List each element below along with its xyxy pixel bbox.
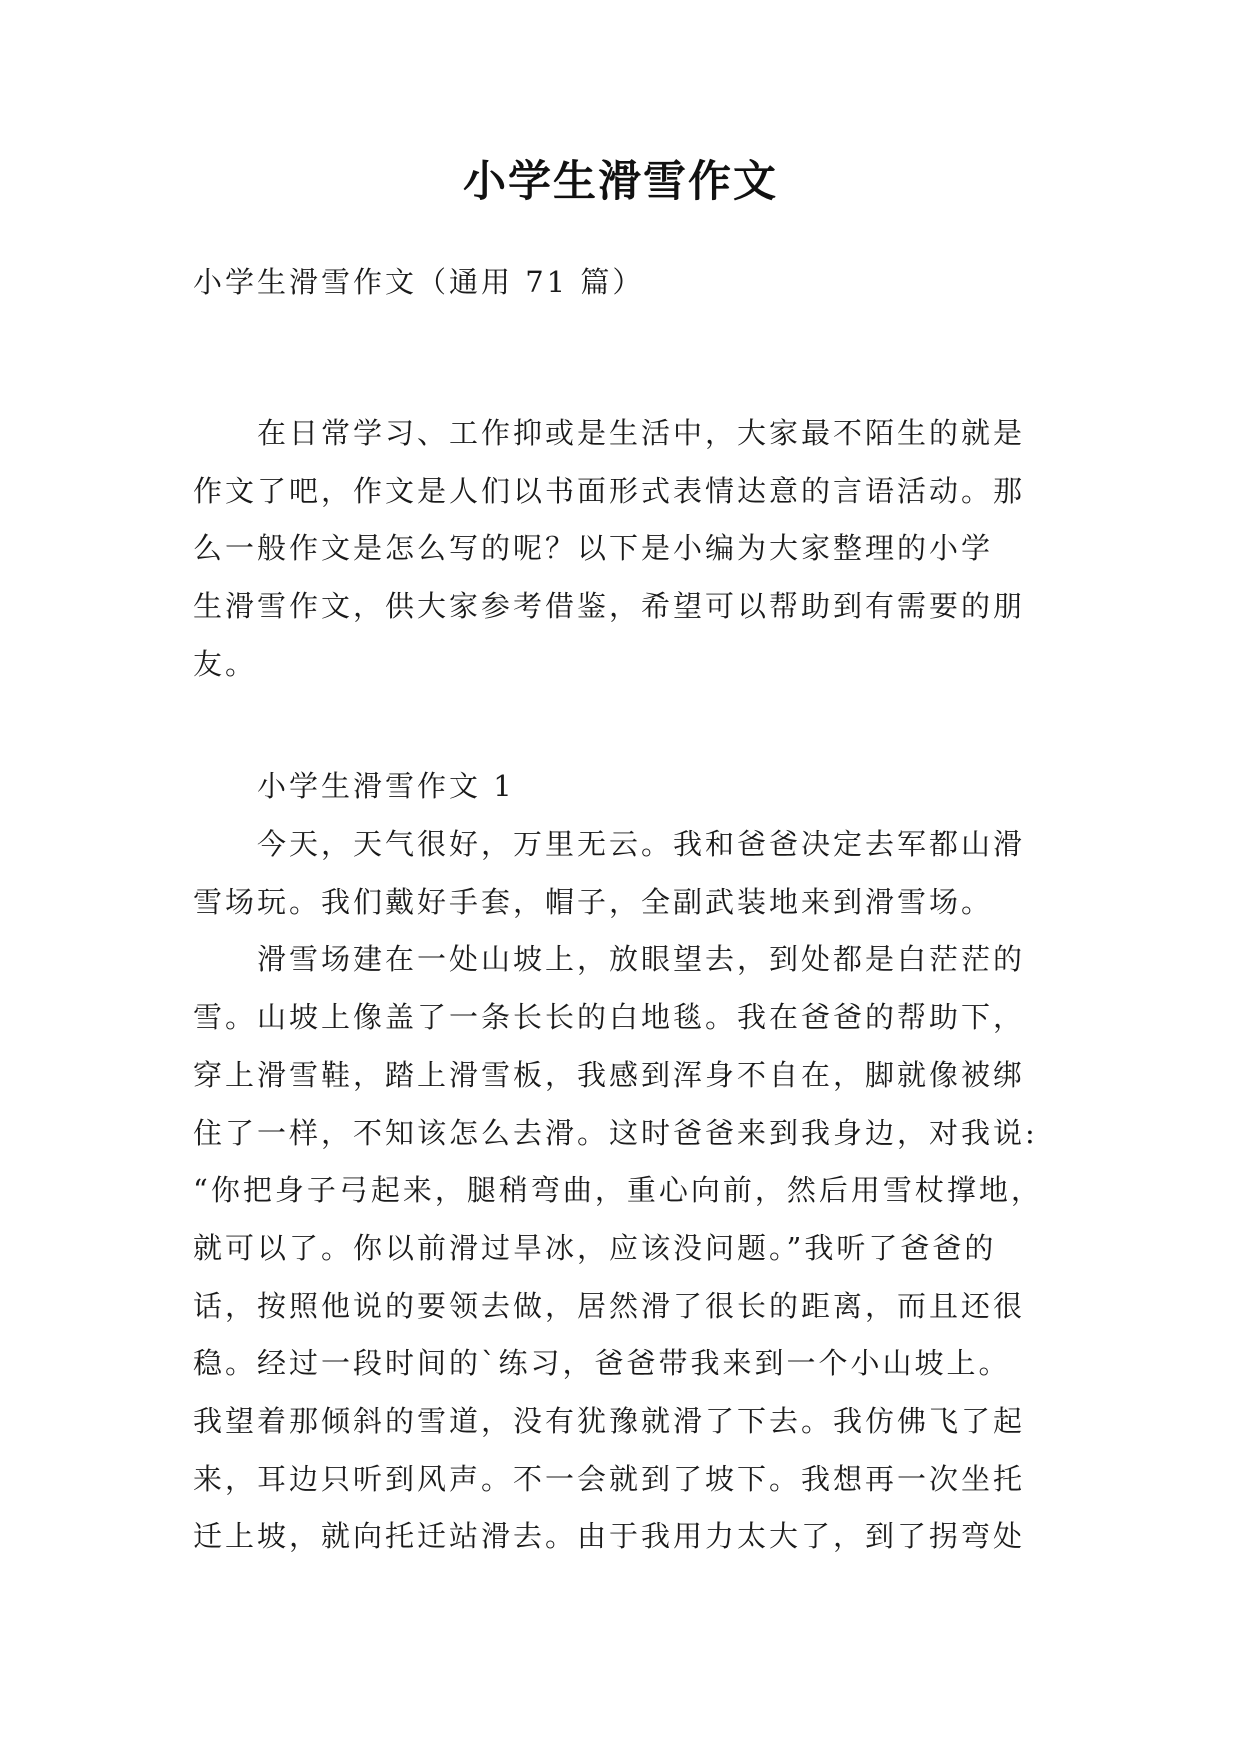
- intro-line: 么一般作文是怎么写的呢？以下是小编为大家整理的小学: [193, 531, 994, 566]
- paragraph-2-line: 话，按照他说的要领去做，居然滑了很长的距离，而且还很: [193, 1288, 1026, 1323]
- intro-line: 在日常学习、工作抑或是生活中，大家最不陌生的就是: [257, 416, 1026, 450]
- section-heading: 小学生滑雪作文 1: [257, 769, 515, 803]
- paragraph-2-line: 就可以了。你以前滑过旱冰，应该没问题。”我听了爸爸的: [193, 1230, 997, 1265]
- paragraph-1-line: 今天，天气很好，万里无云。我和爸爸决定去军都山滑: [257, 827, 1026, 861]
- paragraph-2-line: 雪。山坡上像盖了一条长长的白地毯。我在爸爸的帮助下，: [193, 1000, 1026, 1035]
- document-subtitle: 小学生滑雪作文（通用 71 篇）: [193, 265, 645, 299]
- paragraph-2-line: 穿上滑雪鞋，踏上滑雪板，我感到浑身不自在，脚就像被绑: [193, 1057, 1026, 1092]
- paragraph-2-line: 稳。经过一段时间的`练习，爸爸带我来到一个小山坡上。: [193, 1346, 1011, 1381]
- intro-line: 作文了吧，作文是人们以书面形式表情达意的言语活动。那: [193, 473, 1026, 508]
- intro-paragraph: [193, 405, 1053, 694]
- document-title: 小学生滑雪作文: [463, 157, 778, 207]
- essay-body: [193, 816, 1053, 1566]
- paragraph-2-line: 来，耳边只听到风声。不一会就到了坡下。我想再一次坐托: [193, 1461, 1026, 1496]
- paragraph-2-line: 迁上坡，就向托迁站滑去。由于我用力太大了，到了拐弯处: [193, 1519, 1026, 1554]
- paragraph-2-line: 我望着那倾斜的雪道，没有犹豫就滑了下去。我仿佛飞了起: [193, 1404, 1026, 1439]
- intro-line: 友。: [193, 646, 258, 681]
- paragraph-2-line: “你把身子弓起来，腿稍弯曲，重心向前，然后用雪杖撑地，: [193, 1173, 1043, 1208]
- paragraph-2-line: 滑雪场建在一处山坡上，放眼望去，到处都是白茫茫的: [257, 942, 1026, 977]
- paragraph-1-line: 雪场玩。我们戴好手套，帽子，全副武装地来到滑雪场。: [193, 884, 994, 919]
- paragraph-2-line: 住了一样，不知该怎么去滑。这时爸爸来到我身边，对我说:: [193, 1115, 1038, 1150]
- intro-line: 生滑雪作文，供大家参考借鉴，希望可以帮助到有需要的朋: [193, 589, 1026, 624]
